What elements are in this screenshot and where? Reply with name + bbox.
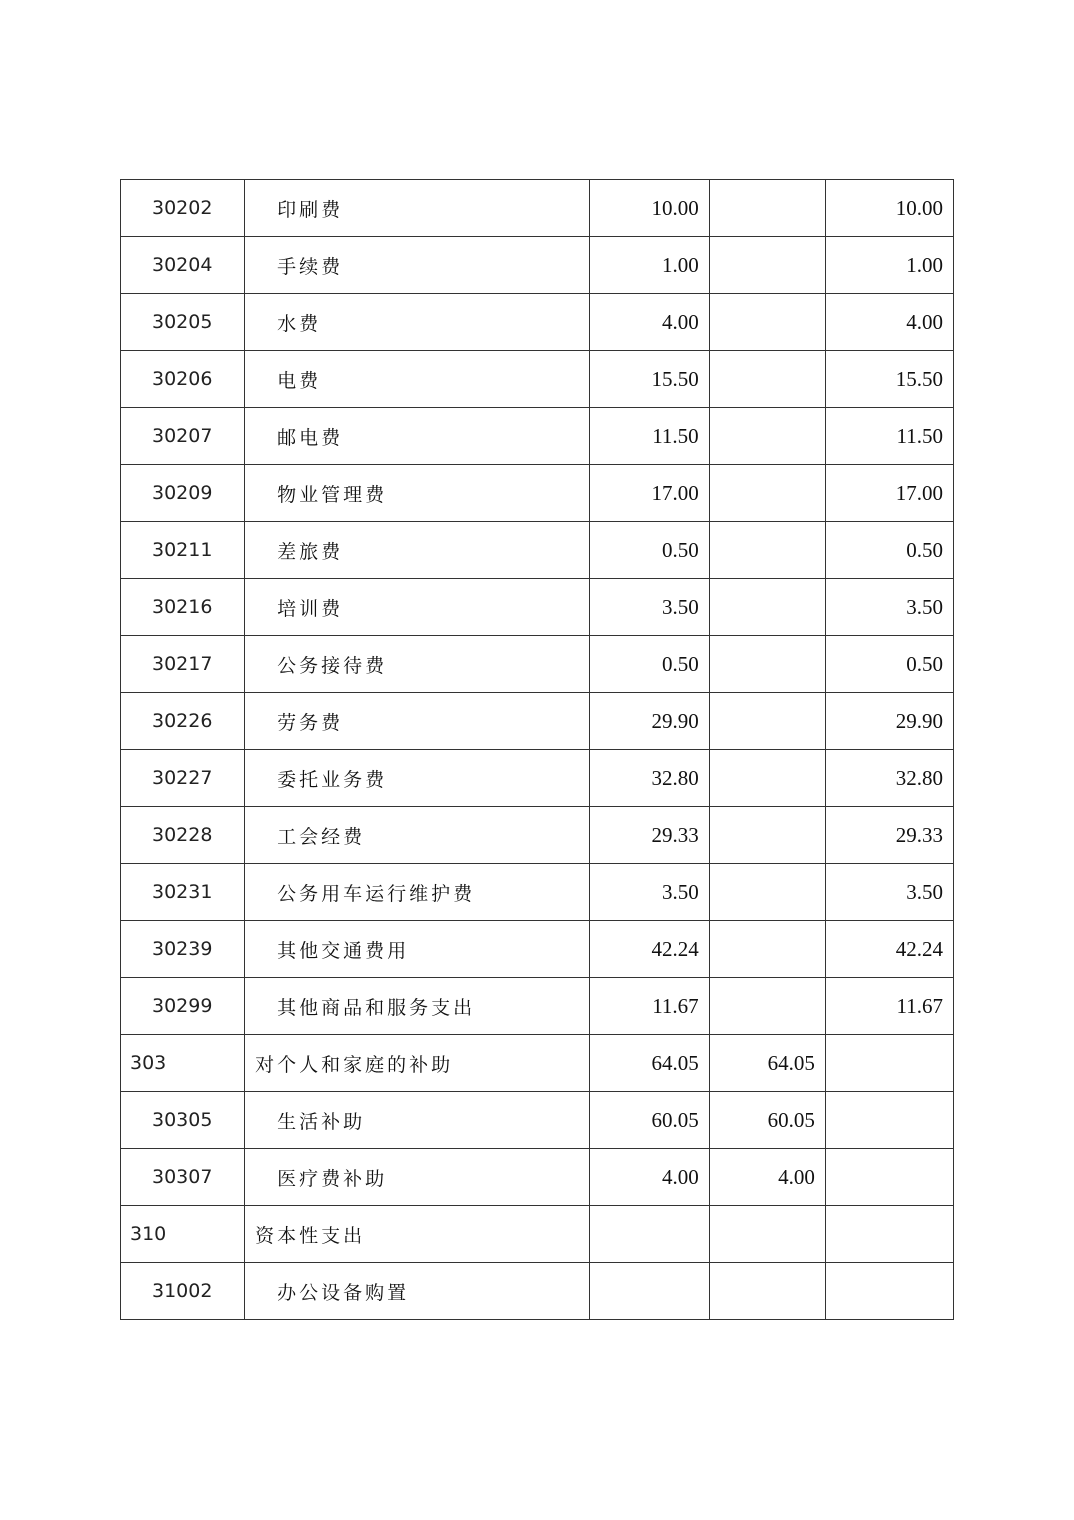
row-project-cell: 3.50 — [825, 579, 953, 636]
row-project-cell: 29.33 — [825, 807, 953, 864]
row-project-cell — [825, 1092, 953, 1149]
row-total-cell: 15.50 — [589, 351, 709, 408]
row-name-cell: 公务接待费 — [245, 636, 589, 693]
table-row — [121, 1263, 954, 1320]
row-code-cell: 30207 — [121, 408, 245, 465]
row-code-cell: 30305 — [121, 1092, 245, 1149]
table-row — [121, 1092, 954, 1149]
row-total-cell: 64.05 — [589, 1035, 709, 1092]
row-total-cell: 0.50 — [589, 522, 709, 579]
row-name-cell: 对个人和家庭的补助 — [245, 1035, 589, 1092]
row-code-cell: 30205 — [121, 294, 245, 351]
table-body — [121, 180, 954, 1320]
row-total-cell: 3.50 — [589, 579, 709, 636]
table-row — [121, 465, 954, 522]
row-total-cell: 42.24 — [589, 921, 709, 978]
row-name-cell: 其他交通费用 — [245, 921, 589, 978]
row-total-cell: 10.00 — [589, 180, 709, 237]
row-name-cell: 培训费 — [245, 579, 589, 636]
table-row — [121, 1035, 954, 1092]
row-basic-cell — [709, 522, 825, 579]
row-total-cell — [589, 1206, 709, 1263]
row-project-cell — [825, 1263, 953, 1320]
row-name-cell: 物业管理费 — [245, 465, 589, 522]
row-basic-cell — [709, 807, 825, 864]
row-code-cell: 31002 — [121, 1263, 245, 1320]
row-project-cell — [825, 1035, 953, 1092]
row-name-cell: 办公设备购置 — [245, 1263, 589, 1320]
row-name-cell: 委托业务费 — [245, 750, 589, 807]
row-name-cell: 差旅费 — [245, 522, 589, 579]
table-row — [121, 636, 954, 693]
row-name-cell: 公务用车运行维护费 — [245, 864, 589, 921]
row-basic-cell — [709, 864, 825, 921]
row-project-cell: 0.50 — [825, 636, 953, 693]
row-name-cell: 医疗费补助 — [245, 1149, 589, 1206]
row-project-cell: 11.67 — [825, 978, 953, 1035]
row-code-cell: 30226 — [121, 693, 245, 750]
row-total-cell: 29.90 — [589, 693, 709, 750]
row-basic-cell — [709, 294, 825, 351]
row-basic-cell — [709, 408, 825, 465]
row-project-cell: 15.50 — [825, 351, 953, 408]
budget-expenditure-table — [120, 179, 954, 1320]
table-row — [121, 864, 954, 921]
row-project-cell: 42.24 — [825, 921, 953, 978]
row-basic-cell — [709, 1263, 825, 1320]
row-name-cell: 水费 — [245, 294, 589, 351]
row-code-cell: 303 — [121, 1035, 245, 1092]
table-row — [121, 750, 954, 807]
table-row — [121, 1206, 954, 1263]
row-basic-cell: 4.00 — [709, 1149, 825, 1206]
row-project-cell: 10.00 — [825, 180, 953, 237]
row-project-cell: 1.00 — [825, 237, 953, 294]
row-code-cell: 30231 — [121, 864, 245, 921]
row-name-cell: 电费 — [245, 351, 589, 408]
row-name-cell: 工会经费 — [245, 807, 589, 864]
row-total-cell: 4.00 — [589, 294, 709, 351]
row-project-cell: 29.90 — [825, 693, 953, 750]
row-basic-cell — [709, 237, 825, 294]
row-total-cell: 11.50 — [589, 408, 709, 465]
row-basic-cell — [709, 351, 825, 408]
row-code-cell: 30227 — [121, 750, 245, 807]
table-row — [121, 522, 954, 579]
row-total-cell: 29.33 — [589, 807, 709, 864]
row-total-cell: 11.67 — [589, 978, 709, 1035]
table-row — [121, 180, 954, 237]
row-code-cell: 30204 — [121, 237, 245, 294]
table-row — [121, 294, 954, 351]
table-row — [121, 237, 954, 294]
row-total-cell — [589, 1263, 709, 1320]
row-code-cell: 30228 — [121, 807, 245, 864]
row-name-cell: 生活补助 — [245, 1092, 589, 1149]
row-project-cell — [825, 1206, 953, 1263]
row-basic-cell — [709, 180, 825, 237]
row-basic-cell — [709, 921, 825, 978]
row-basic-cell — [709, 465, 825, 522]
row-code-cell: 30239 — [121, 921, 245, 978]
row-code-cell: 310 — [121, 1206, 245, 1263]
row-basic-cell — [709, 978, 825, 1035]
table-row — [121, 579, 954, 636]
row-code-cell: 30217 — [121, 636, 245, 693]
row-name-cell: 其他商品和服务支出 — [245, 978, 589, 1035]
row-name-cell: 劳务费 — [245, 693, 589, 750]
row-project-cell: 17.00 — [825, 465, 953, 522]
row-code-cell: 30211 — [121, 522, 245, 579]
row-code-cell: 30307 — [121, 1149, 245, 1206]
row-name-cell: 资本性支出 — [245, 1206, 589, 1263]
row-basic-cell: 60.05 — [709, 1092, 825, 1149]
row-total-cell: 4.00 — [589, 1149, 709, 1206]
row-total-cell: 60.05 — [589, 1092, 709, 1149]
row-code-cell: 30216 — [121, 579, 245, 636]
table-row — [121, 408, 954, 465]
row-basic-cell — [709, 750, 825, 807]
row-project-cell: 3.50 — [825, 864, 953, 921]
row-name-cell: 印刷费 — [245, 180, 589, 237]
row-code-cell: 30202 — [121, 180, 245, 237]
row-basic-cell — [709, 636, 825, 693]
row-project-cell — [825, 1149, 953, 1206]
row-code-cell: 30299 — [121, 978, 245, 1035]
table-row — [121, 921, 954, 978]
row-project-cell: 4.00 — [825, 294, 953, 351]
row-basic-cell: 64.05 — [709, 1035, 825, 1092]
table-row — [121, 351, 954, 408]
row-name-cell: 邮电费 — [245, 408, 589, 465]
row-project-cell: 0.50 — [825, 522, 953, 579]
row-total-cell: 1.00 — [589, 237, 709, 294]
row-total-cell: 17.00 — [589, 465, 709, 522]
row-project-cell: 11.50 — [825, 408, 953, 465]
table-row — [121, 807, 954, 864]
table-row — [121, 1149, 954, 1206]
row-basic-cell — [709, 693, 825, 750]
row-basic-cell — [709, 1206, 825, 1263]
row-name-cell: 手续费 — [245, 237, 589, 294]
row-code-cell: 30209 — [121, 465, 245, 522]
row-total-cell: 32.80 — [589, 750, 709, 807]
row-total-cell: 0.50 — [589, 636, 709, 693]
row-basic-cell — [709, 579, 825, 636]
row-code-cell: 30206 — [121, 351, 245, 408]
table-row — [121, 978, 954, 1035]
row-total-cell: 3.50 — [589, 864, 709, 921]
table-row — [121, 693, 954, 750]
row-project-cell: 32.80 — [825, 750, 953, 807]
